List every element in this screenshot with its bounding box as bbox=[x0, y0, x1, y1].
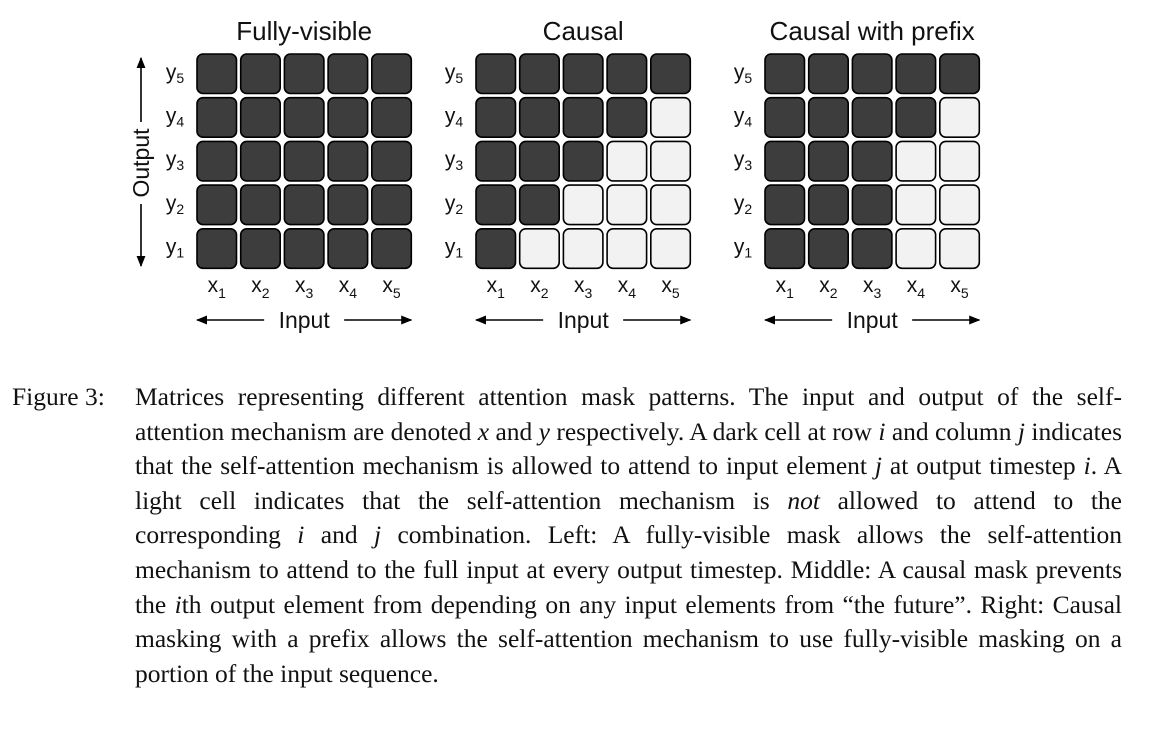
col-label-subscript: 3 bbox=[584, 285, 593, 301]
row-label-letter: y bbox=[444, 147, 456, 171]
mask-cell-light bbox=[607, 229, 647, 268]
row-label-group bbox=[166, 104, 185, 130]
caption-text: Matrices representing different attention mask patterns. The input and output of the self-attention mechanism are denoted bbox=[135, 382, 1122, 446]
col-label-group bbox=[339, 274, 358, 301]
caption-text: allowed to attend to the corresponding bbox=[135, 485, 1122, 550]
col-label-letter: x bbox=[251, 274, 262, 297]
row-label-letter: y bbox=[733, 60, 745, 84]
mask-cell-light bbox=[563, 185, 603, 225]
row-label-letter: y bbox=[444, 60, 456, 84]
mask-cell-dark bbox=[607, 54, 647, 94]
col-label bbox=[819, 274, 838, 301]
mask-cell-dark bbox=[241, 98, 281, 138]
row-label-letter: y bbox=[444, 235, 456, 259]
row-label-subscript: 3 bbox=[176, 157, 185, 174]
col-label bbox=[950, 274, 969, 301]
mask-cell-dark bbox=[372, 229, 412, 268]
col-label-group bbox=[907, 274, 926, 301]
row-label bbox=[445, 60, 464, 86]
mask-cell-light bbox=[651, 185, 691, 225]
col-label-group bbox=[950, 274, 969, 301]
col-label-letter: x bbox=[338, 274, 350, 297]
col-label-subscript: 2 bbox=[829, 285, 838, 301]
mask-cell-dark bbox=[563, 54, 603, 94]
row-label bbox=[166, 191, 185, 217]
col-label-letter: x bbox=[574, 274, 585, 297]
col-label-subscript: 2 bbox=[261, 285, 270, 301]
output-axis-label: Output bbox=[128, 128, 154, 198]
mask-cell-dark bbox=[765, 54, 805, 94]
row-label-group bbox=[445, 235, 464, 260]
col-label-subscript: 5 bbox=[392, 285, 401, 301]
col-label-group bbox=[208, 274, 227, 301]
mask-cell-dark bbox=[328, 229, 368, 268]
col-label-letter: x bbox=[661, 274, 672, 297]
col-label bbox=[907, 274, 926, 301]
row-label bbox=[445, 148, 464, 174]
mask-cell-dark bbox=[197, 141, 237, 181]
caption-text: . A light cell indicates that the self-attention mechanism is bbox=[135, 451, 1122, 515]
col-label-subscript: 5 bbox=[960, 285, 969, 301]
row-label-letter: y bbox=[165, 60, 177, 84]
row-label-subscript: 5 bbox=[455, 69, 464, 86]
mask-cell-dark bbox=[563, 141, 603, 181]
mask-cell-light bbox=[940, 185, 980, 225]
row-label-subscript: 4 bbox=[176, 113, 185, 130]
mask-cell-dark bbox=[372, 54, 412, 94]
mask-cell-dark bbox=[476, 141, 516, 181]
row-label-group bbox=[166, 191, 185, 217]
caption-text: indicates that the self-attention mechanism is allowed to attend to input element bbox=[135, 416, 1122, 481]
row-label-subscript: 4 bbox=[455, 113, 464, 130]
row-label-letter: y bbox=[165, 103, 177, 127]
col-label-letter: x bbox=[950, 274, 961, 297]
caption-text: th output element from depending on any input elements from “the future”. Right: Causal masking with a prefix allows the self-attention mechanism to use fully-visible masking on a portion of the input sequence. bbox=[135, 589, 1123, 688]
row-label bbox=[445, 191, 464, 217]
row-label-group bbox=[445, 191, 464, 217]
row-label-group bbox=[734, 60, 753, 86]
mask-cell-dark bbox=[476, 54, 516, 94]
mask-cell-dark bbox=[896, 98, 936, 138]
col-label-group bbox=[863, 274, 882, 301]
col-label-subscript: 1 bbox=[497, 285, 505, 301]
mask-cell-light bbox=[940, 98, 980, 138]
mask-cell-dark bbox=[852, 54, 892, 94]
row-label-subscript: 3 bbox=[744, 157, 753, 174]
col-label-group bbox=[776, 274, 795, 301]
mask-panel bbox=[445, 16, 690, 333]
row-label-group bbox=[734, 191, 753, 217]
row-label-subscript: 4 bbox=[744, 113, 753, 130]
mask-cell-dark bbox=[940, 54, 980, 94]
mask-cell-dark bbox=[328, 141, 368, 181]
mask-cell-dark bbox=[284, 229, 324, 268]
mask-cell-dark bbox=[765, 185, 805, 225]
row-label-subscript: 1 bbox=[744, 244, 753, 261]
mask-cell-dark bbox=[372, 185, 412, 225]
row-label-group bbox=[445, 104, 464, 130]
col-label-subscript: 1 bbox=[218, 285, 226, 301]
caption-text: and bbox=[489, 416, 539, 446]
row-label-letter: y bbox=[733, 235, 745, 259]
col-label-group bbox=[487, 274, 506, 301]
row-label-subscript: 1 bbox=[455, 244, 464, 261]
caption-var-i: i bbox=[297, 520, 305, 550]
col-label-subscript: 4 bbox=[917, 285, 925, 301]
input-axis-label: Input bbox=[557, 307, 609, 333]
row-label-letter: y bbox=[733, 147, 745, 171]
col-label-group bbox=[574, 274, 593, 301]
mask-cell-light bbox=[896, 185, 936, 225]
row-label bbox=[445, 104, 464, 130]
row-label-letter: y bbox=[165, 191, 177, 215]
mask-cell-dark bbox=[241, 54, 281, 94]
col-label-group bbox=[295, 274, 314, 301]
col-label-letter: x bbox=[295, 274, 306, 297]
row-label-group bbox=[734, 148, 753, 174]
output-axis bbox=[128, 58, 154, 266]
caption-var-j: j bbox=[874, 451, 882, 481]
caption-emphasis-not: not bbox=[787, 485, 820, 515]
mask-cell-dark bbox=[476, 229, 516, 268]
caption-var-j: j bbox=[1017, 416, 1025, 446]
mask-cell-light bbox=[607, 185, 647, 225]
caption-label: Figure 3: bbox=[12, 382, 105, 411]
mask-cell-light bbox=[563, 229, 603, 268]
caption-text: and bbox=[304, 520, 374, 550]
mask-cell-light bbox=[896, 141, 936, 181]
mask-cell-dark bbox=[328, 185, 368, 225]
mask-cell-dark bbox=[852, 229, 892, 268]
caption-text: at output timestep bbox=[881, 451, 1084, 481]
mask-cell-dark bbox=[241, 185, 281, 225]
row-label-letter: y bbox=[733, 191, 745, 215]
row-label-group bbox=[734, 235, 753, 260]
caption-var-i: i bbox=[878, 416, 886, 446]
panels-layer bbox=[166, 16, 979, 333]
col-label-letter: x bbox=[617, 274, 629, 297]
mask-cell-dark bbox=[765, 98, 805, 138]
row-label-letter: y bbox=[733, 103, 745, 127]
mask-cell-dark bbox=[651, 54, 691, 94]
panel-title: Causal bbox=[542, 16, 624, 46]
col-label-letter: x bbox=[819, 274, 830, 297]
row-label bbox=[734, 60, 753, 86]
caption-var-i: i bbox=[174, 589, 182, 619]
mask-cell-dark bbox=[896, 54, 936, 94]
mask-cell-dark bbox=[284, 185, 324, 225]
row-label-subscript: 1 bbox=[176, 244, 185, 261]
col-label bbox=[487, 274, 506, 301]
col-label bbox=[530, 274, 549, 301]
row-label bbox=[166, 235, 185, 260]
row-label-group bbox=[166, 60, 185, 86]
attention-mask-figure bbox=[0, 0, 1151, 350]
mask-cell-dark bbox=[241, 229, 281, 268]
caption-text: combination. Left: A fully-visible mask allows the self-attention mechanism to attend to the full input at every output timestep. Middle: A causal mask prevents the bbox=[135, 520, 1122, 619]
mask-cell-dark bbox=[284, 54, 324, 94]
mask-cell-light bbox=[896, 229, 936, 268]
col-label-subscript: 3 bbox=[873, 285, 882, 301]
panel-title: Fully-visible bbox=[236, 16, 373, 46]
row-label bbox=[166, 148, 185, 174]
col-label-subscript: 1 bbox=[786, 285, 794, 301]
col-label-group bbox=[530, 274, 549, 301]
mask-cell-dark bbox=[284, 141, 324, 181]
mask-cell-dark bbox=[328, 98, 368, 138]
input-axis-label: Input bbox=[278, 307, 330, 333]
col-label bbox=[339, 274, 358, 301]
mask-cell-dark bbox=[197, 54, 237, 94]
col-label bbox=[251, 274, 270, 301]
row-label bbox=[734, 148, 753, 174]
mask-cell-light bbox=[651, 98, 691, 138]
caption-var-i: i bbox=[1083, 451, 1091, 481]
mask-cell-dark bbox=[809, 141, 849, 181]
col-label bbox=[208, 274, 227, 301]
mask-cell-dark bbox=[520, 141, 560, 181]
mask-cell-dark bbox=[607, 98, 647, 138]
mask-cell-dark bbox=[372, 141, 412, 181]
col-label-subscript: 3 bbox=[305, 285, 314, 301]
row-label-letter: y bbox=[444, 191, 456, 215]
mask-cell-dark bbox=[328, 54, 368, 94]
row-label-group bbox=[166, 148, 185, 174]
col-label-subscript: 4 bbox=[628, 285, 636, 301]
mask-cell-dark bbox=[197, 229, 237, 268]
col-label-letter: x bbox=[486, 274, 498, 297]
row-label bbox=[166, 104, 185, 130]
col-label-group bbox=[382, 274, 401, 301]
mask-cell-dark bbox=[284, 98, 324, 138]
input-axis-label: Input bbox=[846, 307, 898, 333]
col-label-subscript: 4 bbox=[349, 285, 357, 301]
mask-cell-dark bbox=[476, 98, 516, 138]
mask-cell-dark bbox=[809, 185, 849, 225]
row-label bbox=[734, 191, 753, 217]
col-label bbox=[295, 274, 314, 301]
mask-cell-dark bbox=[197, 185, 237, 225]
mask-cell-dark bbox=[852, 185, 892, 225]
row-label-subscript: 3 bbox=[455, 157, 464, 174]
col-label-letter: x bbox=[207, 274, 219, 297]
mask-cell-dark bbox=[765, 141, 805, 181]
caption-body bbox=[135, 380, 1122, 691]
mask-cell-dark bbox=[563, 98, 603, 138]
row-label-subscript: 2 bbox=[744, 200, 753, 217]
mask-cell-dark bbox=[809, 54, 849, 94]
col-label bbox=[863, 274, 882, 301]
col-label-subscript: 5 bbox=[671, 285, 680, 301]
caption-var-j: j bbox=[373, 520, 382, 550]
mask-cell-light bbox=[940, 141, 980, 181]
mask-cell-dark bbox=[197, 98, 237, 138]
mask-panel bbox=[734, 16, 979, 333]
row-label-subscript: 2 bbox=[176, 200, 185, 217]
mask-cell-dark bbox=[476, 185, 516, 225]
row-label-subscript: 5 bbox=[744, 69, 753, 86]
col-label bbox=[661, 274, 680, 301]
col-label-subscript: 2 bbox=[540, 285, 549, 301]
caption-var-x: x bbox=[477, 416, 490, 446]
col-label-letter: x bbox=[863, 274, 874, 297]
caption-var-y: y bbox=[538, 416, 550, 446]
col-label-letter: x bbox=[906, 274, 918, 297]
mask-cell-light bbox=[940, 229, 980, 268]
row-label bbox=[734, 235, 753, 260]
row-label-letter: y bbox=[444, 103, 456, 127]
row-label-group bbox=[166, 235, 185, 260]
row-label bbox=[166, 60, 185, 86]
mask-cell-dark bbox=[520, 98, 560, 138]
col-label bbox=[618, 274, 637, 301]
row-label bbox=[445, 235, 464, 260]
col-label-letter: x bbox=[382, 274, 393, 297]
row-label-letter: y bbox=[165, 147, 177, 171]
mask-cell-dark bbox=[241, 141, 281, 181]
col-label-letter: x bbox=[530, 274, 541, 297]
mask-cell-dark bbox=[852, 141, 892, 181]
row-label bbox=[734, 104, 753, 130]
col-label-letter: x bbox=[775, 274, 787, 297]
col-label bbox=[574, 274, 593, 301]
figure-caption bbox=[12, 380, 1122, 691]
row-label-group bbox=[445, 60, 464, 86]
caption-text: respectively. A dark cell at row bbox=[549, 416, 879, 446]
mask-cell-dark bbox=[372, 98, 412, 138]
col-label-group bbox=[618, 274, 637, 301]
row-label-subscript: 5 bbox=[176, 69, 185, 86]
mask-panel bbox=[166, 16, 411, 333]
mask-cell-dark bbox=[520, 185, 560, 225]
caption-text: and column bbox=[885, 416, 1018, 446]
panel-title: Causal with prefix bbox=[769, 16, 975, 46]
mask-cell-dark bbox=[852, 98, 892, 138]
mask-cell-light bbox=[607, 141, 647, 181]
row-label-group bbox=[445, 148, 464, 174]
col-label bbox=[382, 274, 401, 301]
mask-cell-dark bbox=[809, 229, 849, 268]
row-label-subscript: 2 bbox=[455, 200, 464, 217]
col-label-group bbox=[251, 274, 270, 301]
col-label-group bbox=[819, 274, 838, 301]
mask-cell-dark bbox=[765, 229, 805, 268]
row-label-letter: y bbox=[165, 235, 177, 259]
col-label-group bbox=[661, 274, 680, 301]
mask-cell-light bbox=[520, 229, 560, 268]
row-label-group bbox=[734, 104, 753, 130]
mask-cell-dark bbox=[809, 98, 849, 138]
col-label bbox=[776, 274, 795, 301]
mask-cell-light bbox=[651, 141, 691, 181]
mask-cell-dark bbox=[520, 54, 560, 94]
mask-cell-light bbox=[651, 229, 691, 268]
